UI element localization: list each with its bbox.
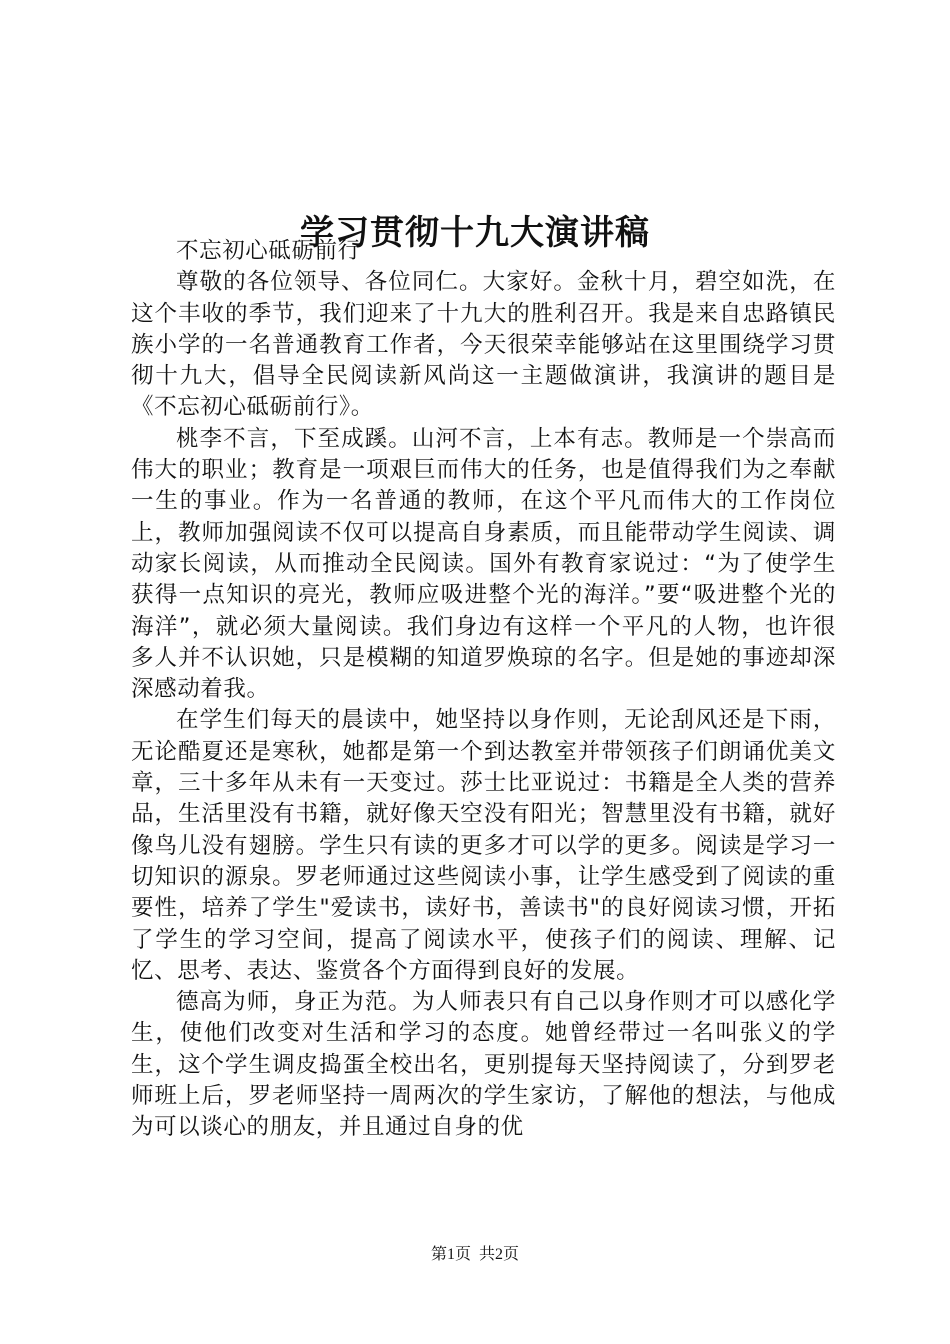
page-number: 第1页 共2页 bbox=[430, 1246, 519, 1263]
subtitle-paragraph: 不忘初心砥砺前行 bbox=[176, 238, 361, 264]
body-paragraph: 尊敬的各位领导、各位同仁。大家好。金秋十月，碧空如洗，在这个丰收的季节，我们迎来了十九大的胜利召开。我是来自忠路镇民族小学的一名普通教育工作者，今天很荣幸能够站在这里围绕学习贯彻十九大，倡导全民阅读新风尚这一主题做演讲，我演讲的题目是《不忘初心砥砺前行》。 bbox=[131, 269, 836, 421]
body-paragraph: 德高为师，身正为范。为人师表只有自己以身作则才可以感化学生，使他们改变对生活和学习的态度。她曾经带过一名叫张义的学生，这个学生调皮捣蛋全校出名，更别提每天坚持阅读了，分到罗老师班上后，罗老师坚持一周两次的学生家访，了解他的想法，与他成为可以谈心的朋友，并且通过自身的优 bbox=[131, 989, 836, 1141]
document-title: 学习贯彻十九大演讲稿 bbox=[300, 212, 650, 253]
document-body bbox=[131, 236, 836, 1144]
body-paragraph: 在学生们每天的晨读中，她坚持以身作则，无论刮风还是下雨，无论酷夏还是寒秋，她都是第一个到达教室并带领孩子们朗诵优美文章，三十多年从未有一天变过。莎士比亚说过：书籍是全人类的营养品，生活里没有书籍，就好像天空没有阳光；智慧里没有书籍，就好像鸟儿没有翅膀。学生只有读的更多才可以学的更多。阅读是学习一切知识的源泉。罗老师通过这些阅读小事，让学生感受到了阅读的重要性，培养了学生"爱读书，读好书，善读书"的良好阅读习惯，开拓了学生的学习空间，提高了阅读水平，使孩子们的阅读、理解、记忆、思考、表达、鉴赏各个方面得到良好的发展。 bbox=[131, 707, 836, 984]
page-footer bbox=[0, 1243, 950, 1267]
body-paragraph: 桃李不言，下至成蹊。山河不言，上本有志。教师是一个崇高而伟大的职业；教育是一项艰巨而伟大的任务，也是值得我们为之奉献一生的事业。作为一名普通的教师，在这个平凡而伟大的工作岗位上，教师加强阅读不仅可以提高自身素质，而且能带动学生阅读、调动家长阅读，从而推动全民阅读。国外有教育家说过：“为了使学生获得一点知识的亮光，教师应吸进整个光的海洋。”要“吸进整个光的海洋”，就必须大量阅读。我们身边有这样一个平凡的人物，也许很多人并不认识她，只是模糊的知道罗焕琼的名字。但是她的事迹却深深感动着我。 bbox=[131, 425, 836, 703]
